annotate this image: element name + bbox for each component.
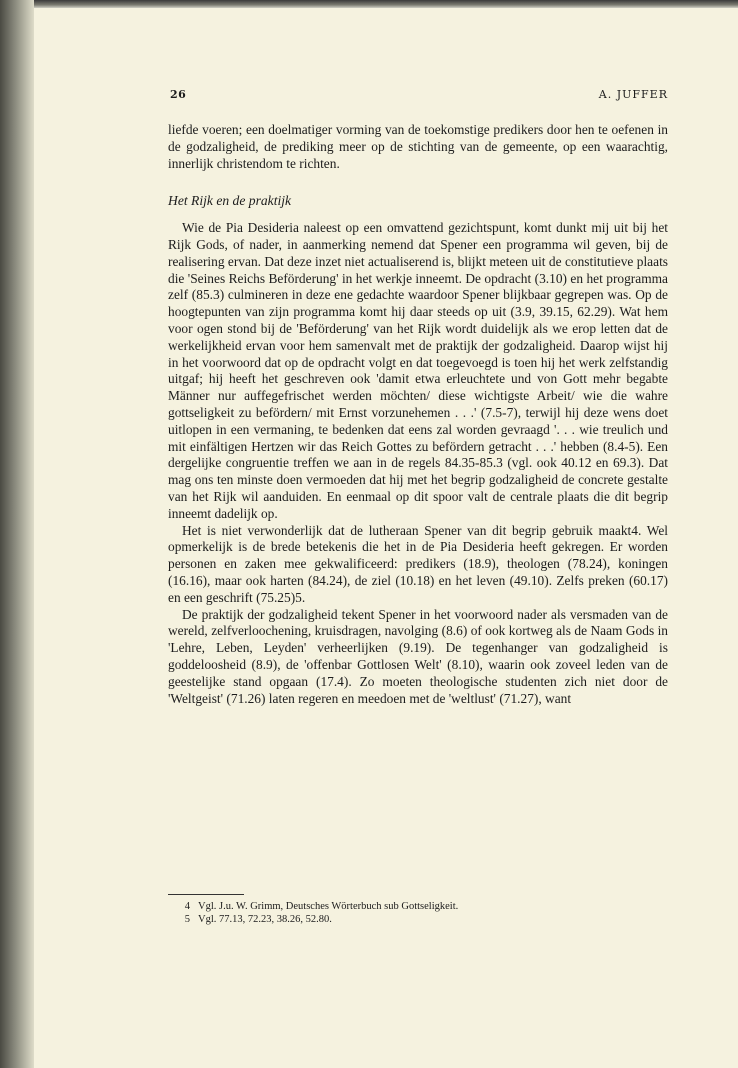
paragraph-begrip: Het is niet verwonderlijk dat de lutheraan Spener van dit begrip gebruik maakt4. Wel opmerkelijk is de brede betekenis die het in de Pia Desideria heeft gekregen. Er worden personen en zaken mee gekwalificeerd: predikers (18.9), theologen (78.24), koningen (16.16), maar ook harten (84.24), de ziel (10.18) en het leven (49.10). Zelfs preken (60.17) en een geschrift (75.25)5. bbox=[168, 522, 668, 605]
footnote-4 bbox=[168, 900, 668, 913]
paragraph-praktijk: De praktijk der godzaligheid tekent Spener in het voorwoord nader als versmaden van de wereld, zelfverloochening, kruisdragen, navolging (8.6) of ook kortweg als de Naam Gods in 'Lehre, Leben, Leyden' verheerlijken (9.19). De tegenhanger van godzaligheid is goddeloosheid (8.9), de 'offenbar Gottlosen Welt' (8.10), waarin ook zoveel leden van de geestelijke stand opgaan (17.4). Zo moeten theologische studenten zich niet door de 'Weltgeist' (71.26) laten regeren en meedoen met de 'weltlust' (71.27), want bbox=[168, 606, 668, 706]
footnotes bbox=[168, 900, 668, 926]
scan-edge-left bbox=[0, 0, 34, 1068]
footnote-text: Vgl. 77.13, 72.23, 38.26, 52.80. bbox=[198, 914, 332, 925]
footnote-number: 5 bbox=[184, 914, 190, 925]
paragraph-rijk: Wie de Pia Desideria naleest op een omvattend gezichtspunt, komt dunkt mij uit bij het Rijk Gods, of nader, in aanmerking nemend dat Spener een programma wil geven, bij de realisering ervan. Dat deze inzet niet actualiserend is, blijkt meteen uit de constitutieve plaats die 'Seines Reichs Beförderung' in het werkje inneemt. De opdracht (3.10) en het programma zelf (85.3) culmineren in deze ene gedachte waardoor Spener blijkbaar gegrepen was. Op de hoogtepunten van zijn programma komt hij daar steeds op uit (3.9, 39.15, 62.29). Wat hem voor ogen stond bij de 'Beförderung' van het Rijk wordt duidelijk als we erop letten dat de werkelijkheid ervan voor hem samenvalt met de praktijk der godzaligheid. Daarop wijst hij in het voorwoord dat op de opdracht volgt en dat toegevoegd is toen hij het werk zelfstandig uitgaf; hij heeft het geschreven ook 'damit etwa erleuchtete und von Gott mehr begabte Männer nur auffegefrischet werden möchten/ diese wichtigste Arbeit/ wie die wahre gottseligkeit zu befördern/ mit Ernst vorzunehemen . . .' (7.5-7), terwijl hij deze wens doet uitlopen in een vermaning, te bedenken dat eens zal worden gevraagd '. . . wie treulich und mit einfältigen Hertzen wir das Reich Gottes zu befördern getracht . . .' hebben (8.4-5). Een dergelijke congruentie treffen we aan in de regels 84.35-85.3 (vgl. ook 40.12 en 69.3). Dat mag ons ten minste doen vermoeden dat hij met het begrip godzaligheid de concrete gestalte van het Rijk wil aanduiden. En eenmaal op dit spoor valt de centrale plaats die dit begrip inneemt dadelijk op. bbox=[168, 220, 668, 521]
scan-edge-top bbox=[0, 0, 738, 8]
footnote-5 bbox=[168, 913, 668, 926]
page-body bbox=[168, 122, 668, 707]
footnote-number: 4 bbox=[184, 901, 190, 912]
footnote-divider bbox=[168, 894, 244, 895]
page-number: 26 bbox=[170, 88, 187, 101]
section-heading: Het Rijk en de praktijk bbox=[168, 193, 292, 209]
paragraph-opening: liefde voeren; een doelmatiger vorming van de toekomstige predikers door hen te oefenen in de godzaligheid, de prediking meer op de stichting van de gemeente, op een waarachtig, innerlijk christendom te richten. bbox=[168, 122, 668, 171]
running-head: A. JUFFER bbox=[598, 88, 668, 101]
footnote-text: Vgl. J.u. W. Grimm, Deutsches Wörterbuch sub Gottseligkeit. bbox=[198, 901, 459, 912]
